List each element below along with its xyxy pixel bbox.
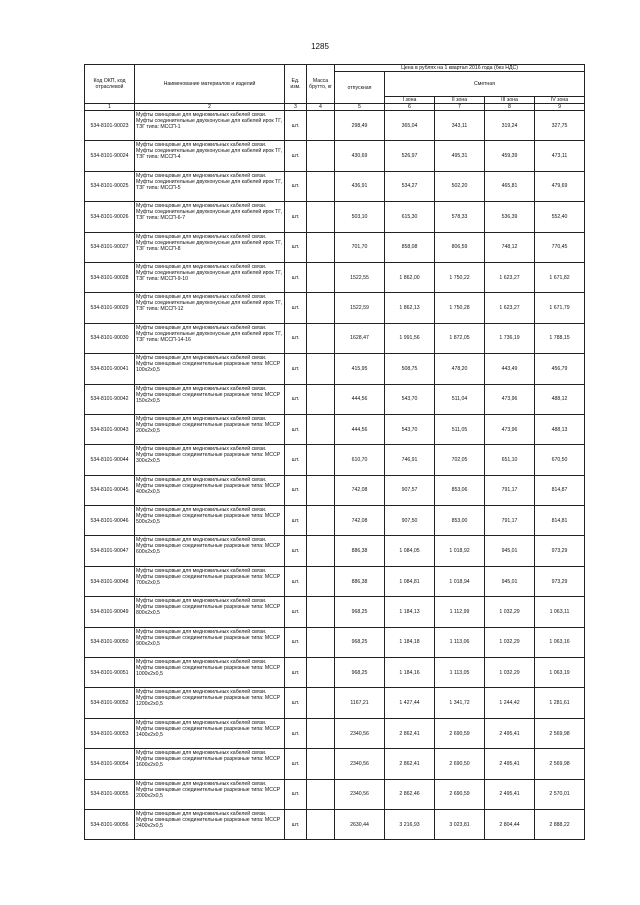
cell-name: Муфты свинцовые для медножильных кабелей связи. Муфты соединительные двухконусные для кабелей ирок ТГ, ТЗГ типа: МССП-6-7	[135, 202, 285, 232]
cell-name: Муфты свинцовые для медножильных кабелей связи. Муфты свинцовые соединительные разрезные типа: МССР 500x2x0,5	[135, 506, 285, 536]
cell-name: Муфты свинцовые для медножильных кабелей связи. Муфты соединительные двухконусные для кабелей ирок ТГ, ТЗГ типа: МССП-8	[135, 232, 285, 262]
cell-price: 968,25	[335, 627, 385, 657]
cell-price: 746,91	[385, 445, 435, 475]
cell-price: 343,11	[435, 111, 485, 141]
cell-unit: шт.	[285, 354, 307, 384]
cell-mass	[307, 475, 335, 505]
cell-code: 534-8101-90042	[85, 384, 135, 414]
cell-price: 444,56	[335, 414, 385, 444]
cell-price: 511,04	[435, 384, 485, 414]
cell-unit: шт.	[285, 627, 307, 657]
cell-price: 578,33	[435, 202, 485, 232]
cell-name: Муфты свинцовые для медножильных кабелей связи. Муфты свинцовые соединительные разрезные типа: МССР 2000x2x0,5	[135, 779, 285, 809]
cell-price: 1522,59	[335, 293, 385, 323]
cell-unit: шт.	[285, 566, 307, 596]
cell-price: 2630,44	[335, 809, 385, 839]
cell-mass	[307, 171, 335, 201]
cell-price: 415,95	[335, 354, 385, 384]
cell-price: 968,25	[335, 597, 385, 627]
cell-price: 436,91	[335, 171, 385, 201]
cell-price: 886,38	[335, 566, 385, 596]
cell-price: 1 184,18	[385, 627, 435, 657]
cell-price: 2 862,41	[385, 718, 435, 748]
cell-price: 503,10	[335, 202, 385, 232]
cell-unit: шт.	[285, 202, 307, 232]
cell-price: 1 750,22	[435, 262, 485, 292]
cell-price: 508,75	[385, 354, 435, 384]
cell-price: 748,12	[485, 232, 535, 262]
cell-price: 1 427,44	[385, 688, 435, 718]
table-row	[85, 597, 585, 627]
cell-unit: шт.	[285, 688, 307, 718]
cell-price: 858,08	[385, 232, 435, 262]
cell-unit: шт.	[285, 171, 307, 201]
cell-code: 534-8101-90053	[85, 718, 135, 748]
cell-price: 1 736,19	[485, 323, 535, 353]
cell-name: Муфты свинцовые для медножильных кабелей связи. Муфты соединительные двухконусные для кабелей ирок ТГ, ТЗГ типа: МССП-4	[135, 141, 285, 171]
cell-price: 1 872,05	[435, 323, 485, 353]
cell-unit: шт.	[285, 445, 307, 475]
cell-code: 534-8101-90043	[85, 414, 135, 444]
table-row	[85, 232, 585, 262]
col-number: 4	[307, 104, 335, 111]
cell-name: Муфты свинцовые для медножильных кабелей связи. Муфты соединительные двухконусные для кабелей ирок ТГ, ТЗГ типа: МССП-9-10	[135, 262, 285, 292]
cell-price: 886,38	[335, 536, 385, 566]
cell-price: 806,59	[435, 232, 485, 262]
cell-mass	[307, 627, 335, 657]
cell-name: Муфты свинцовые для медножильных кабелей связи. Муфты свинцовые соединительные разрезные типа: МССР 600x2x0,5	[135, 536, 285, 566]
cell-price: 907,50	[385, 506, 435, 536]
header-price-title: Цена в рублях на 1 квартал 2016 года (без НДС)	[335, 65, 585, 72]
cell-mass	[307, 718, 335, 748]
cell-unit: шт.	[285, 658, 307, 688]
cell-price: 526,97	[385, 141, 435, 171]
cell-price: 853,00	[435, 506, 485, 536]
table-row	[85, 323, 585, 353]
cell-price: 488,13	[535, 414, 585, 444]
cell-price: 1 032,29	[485, 597, 535, 627]
cell-price: 1 671,82	[535, 262, 585, 292]
cell-unit: шт.	[285, 506, 307, 536]
cell-price: 945,01	[485, 536, 535, 566]
cell-price: 534,27	[385, 171, 435, 201]
cell-price: 2 570,01	[535, 779, 585, 809]
table-row	[85, 718, 585, 748]
cell-price: 2 690,59	[435, 779, 485, 809]
table-row	[85, 262, 585, 292]
cell-price: 543,70	[385, 384, 435, 414]
cell-price: 365,04	[385, 111, 435, 141]
cell-mass	[307, 384, 335, 414]
cell-code: 534-8101-90052	[85, 688, 135, 718]
col-number: 5	[335, 104, 385, 111]
cell-unit: шт.	[285, 141, 307, 171]
cell-unit: шт.	[285, 232, 307, 262]
cell-code: 534-8101-90026	[85, 202, 135, 232]
cell-price: 1 623,27	[485, 262, 535, 292]
cell-name: Муфты свинцовые для медножильных кабелей связи. Муфты соединительные двухконусные для кабелей ирок ТГ, ТЗГ типа: МССП-12	[135, 293, 285, 323]
cell-price: 1 623,27	[485, 293, 535, 323]
cell-mass	[307, 658, 335, 688]
header-code: Код ОКП, код отраслевой	[85, 65, 135, 104]
cell-code: 534-8101-90041	[85, 354, 135, 384]
cell-price: 1628,47	[335, 323, 385, 353]
cell-price: 814,81	[535, 506, 585, 536]
cell-price: 459,39	[485, 141, 535, 171]
cell-price: 456,79	[535, 354, 585, 384]
cell-price: 1 991,56	[385, 323, 435, 353]
cell-price: 1 063,19	[535, 658, 585, 688]
cell-price: 1 063,16	[535, 627, 585, 657]
cell-price: 478,20	[435, 354, 485, 384]
header-zone-1: I зона	[385, 97, 435, 104]
cell-mass	[307, 232, 335, 262]
col-number: 2	[135, 104, 285, 111]
cell-mass	[307, 202, 335, 232]
cell-price: 511,05	[435, 414, 485, 444]
cell-code: 534-8101-90055	[85, 779, 135, 809]
cell-code: 534-8101-90049	[85, 597, 135, 627]
cell-mass	[307, 445, 335, 475]
cell-price: 465,81	[485, 171, 535, 201]
cell-price: 473,96	[485, 384, 535, 414]
cell-mass	[307, 749, 335, 779]
cell-mass	[307, 141, 335, 171]
cell-price: 2 495,41	[485, 749, 535, 779]
table-row	[85, 688, 585, 718]
cell-unit: шт.	[285, 597, 307, 627]
cell-name: Муфты свинцовые для медножильных кабелей связи. Муфты свинцовые соединительные разрезные типа: МССР 1000x2x0,5	[135, 658, 285, 688]
cell-price: 1 113,05	[435, 658, 485, 688]
cell-price: 610,70	[335, 445, 385, 475]
cell-unit: шт.	[285, 323, 307, 353]
cell-mass	[307, 779, 335, 809]
cell-price: 701,70	[335, 232, 385, 262]
cell-mass	[307, 536, 335, 566]
cell-code: 534-8101-90025	[85, 171, 135, 201]
cell-price: 1 032,29	[485, 658, 535, 688]
cell-code: 534-8101-90023	[85, 111, 135, 141]
cell-price: 495,31	[435, 141, 485, 171]
cell-code: 534-8101-90029	[85, 293, 135, 323]
cell-price: 973,29	[535, 536, 585, 566]
table-row	[85, 566, 585, 596]
cell-price: 488,12	[535, 384, 585, 414]
cell-mass	[307, 262, 335, 292]
cell-unit: шт.	[285, 718, 307, 748]
cell-price: 1 862,13	[385, 293, 435, 323]
cell-price: 2 804,44	[485, 809, 535, 839]
cell-price: 791,17	[485, 475, 535, 505]
cell-price: 443,49	[485, 354, 535, 384]
cell-name: Муфты свинцовые для медножильных кабелей связи. Муфты свинцовые соединительные разрезные типа: МССР 1400x2x0,5	[135, 718, 285, 748]
cell-price: 502,20	[435, 171, 485, 201]
price-table	[84, 64, 585, 840]
cell-price: 3 023,81	[435, 809, 485, 839]
cell-price: 2 862,46	[385, 779, 435, 809]
cell-price: 1 184,13	[385, 597, 435, 627]
cell-price: 945,01	[485, 566, 535, 596]
cell-price: 907,57	[385, 475, 435, 505]
cell-price: 3 216,93	[385, 809, 435, 839]
col-number: 8	[485, 104, 535, 111]
cell-price: 2 495,41	[485, 718, 535, 748]
cell-code: 534-8101-90028	[85, 262, 135, 292]
cell-price: 1 032,29	[485, 627, 535, 657]
cell-name: Муфты свинцовые для медножильных кабелей связи. Муфты соединительные двухконусные для кабелей ирок ТГ, ТЗГ типа: МССП-14-16	[135, 323, 285, 353]
col-number: 1	[85, 104, 135, 111]
cell-unit: шт.	[285, 779, 307, 809]
table-row	[85, 202, 585, 232]
cell-price: 1 084,05	[385, 536, 435, 566]
cell-name: Муфты свинцовые для медножильных кабелей связи. Муфты свинцовые соединительные разрезные типа: МССР 1600x2x0,5	[135, 749, 285, 779]
cell-price: 430,69	[335, 141, 385, 171]
cell-mass	[307, 111, 335, 141]
cell-name: Муфты свинцовые для медножильных кабелей связи. Муфты соединительные двухконусные для кабелей ирок ТГ, ТЗГ типа: МССП-5	[135, 171, 285, 201]
table-row	[85, 384, 585, 414]
cell-price: 2340,56	[335, 718, 385, 748]
cell-code: 534-8101-90027	[85, 232, 135, 262]
table-row	[85, 749, 585, 779]
cell-price: 1 018,92	[435, 536, 485, 566]
cell-name: Муфты свинцовые для медножильных кабелей связи. Муфты свинцовые соединительные разрезные типа: МССР 900x2x0,5	[135, 627, 285, 657]
table-row	[85, 536, 585, 566]
cell-unit: шт.	[285, 111, 307, 141]
header-mass: Масса брутто, кг	[307, 65, 335, 104]
cell-price: 2 495,41	[485, 779, 535, 809]
cell-price: 651,10	[485, 445, 535, 475]
cell-code: 534-8101-90046	[85, 506, 135, 536]
cell-price: 2 569,98	[535, 718, 585, 748]
cell-unit: шт.	[285, 475, 307, 505]
cell-price: 1 113,06	[435, 627, 485, 657]
cell-price: 670,50	[535, 445, 585, 475]
table-row	[85, 627, 585, 657]
cell-name: Муфты свинцовые для медножильных кабелей связи. Муфты соединительные двухконусные для кабелей ирок ТГ, ТЗГ типа: МССП-1	[135, 111, 285, 141]
cell-mass	[307, 506, 335, 536]
cell-price: 1 244,42	[485, 688, 535, 718]
cell-mass	[307, 597, 335, 627]
cell-price: 814,87	[535, 475, 585, 505]
cell-price: 473,96	[485, 414, 535, 444]
table-row	[85, 111, 585, 141]
cell-code: 534-8101-90051	[85, 658, 135, 688]
cell-price: 1167,21	[335, 688, 385, 718]
col-number: 9	[535, 104, 585, 111]
cell-price: 536,39	[485, 202, 535, 232]
cell-price: 2340,56	[335, 779, 385, 809]
cell-code: 534-8101-90024	[85, 141, 135, 171]
cell-unit: шт.	[285, 262, 307, 292]
cell-unit: шт.	[285, 536, 307, 566]
cell-price: 1 112,99	[435, 597, 485, 627]
cell-code: 534-8101-90056	[85, 809, 135, 839]
cell-mass	[307, 414, 335, 444]
table-row	[85, 475, 585, 505]
cell-price: 1 788,15	[535, 323, 585, 353]
table-row	[85, 779, 585, 809]
cell-price: 2340,56	[335, 749, 385, 779]
cell-price: 327,75	[535, 111, 585, 141]
header-zone-2: II зона	[435, 97, 485, 104]
header-estimate: Сметная	[385, 72, 585, 97]
col-number: 3	[285, 104, 307, 111]
cell-price: 1 671,79	[535, 293, 585, 323]
col-number: 7	[435, 104, 485, 111]
cell-price: 444,56	[335, 384, 385, 414]
cell-price: 2 569,98	[535, 749, 585, 779]
cell-code: 534-8101-90050	[85, 627, 135, 657]
cell-price: 973,29	[535, 566, 585, 596]
cell-name: Муфты свинцовые для медножильных кабелей связи. Муфты свинцовые соединительные разрезные типа: МССР 150x2x0,5	[135, 384, 285, 414]
cell-code: 534-8101-90047	[85, 536, 135, 566]
cell-mass	[307, 809, 335, 839]
cell-name: Муфты свинцовые для медножильных кабелей связи. Муфты свинцовые соединительные разрезные типа: МССР 800x2x0,5	[135, 597, 285, 627]
cell-name: Муфты свинцовые для медножильных кабелей связи. Муфты свинцовые соединительные разрезные типа: МССР 2400x2x0,5	[135, 809, 285, 839]
cell-price: 1 084,81	[385, 566, 435, 596]
cell-price: 2 690,59	[435, 718, 485, 748]
header-zone-3: III зона	[485, 97, 535, 104]
cell-price: 968,25	[335, 658, 385, 688]
cell-price: 473,11	[535, 141, 585, 171]
cell-price: 1522,55	[335, 262, 385, 292]
cell-name: Муфты свинцовые для медножильных кабелей связи. Муфты свинцовые соединительные разрезные типа: МССР 1200x2x0,5	[135, 688, 285, 718]
cell-name: Муфты свинцовые для медножильных кабелей связи. Муфты свинцовые соединительные разрезные типа: МССР 200x2x0,5	[135, 414, 285, 444]
table-row	[85, 506, 585, 536]
cell-price: 479,69	[535, 171, 585, 201]
cell-price: 702,05	[435, 445, 485, 475]
col-number: 6	[385, 104, 435, 111]
cell-price: 1 018,94	[435, 566, 485, 596]
cell-price: 853,06	[435, 475, 485, 505]
header-release: отпускная	[335, 72, 385, 104]
table-row	[85, 141, 585, 171]
header-name: Наименование материалов и изделий	[135, 65, 285, 104]
cell-mass	[307, 566, 335, 596]
cell-unit: шт.	[285, 414, 307, 444]
cell-mass	[307, 293, 335, 323]
cell-name: Муфты свинцовые для медножильных кабелей связи. Муфты свинцовые соединительные разрезные типа: МССР 400x2x0,5	[135, 475, 285, 505]
cell-code: 534-8101-90045	[85, 475, 135, 505]
cell-mass	[307, 688, 335, 718]
cell-mass	[307, 354, 335, 384]
cell-name: Муфты свинцовые для медножильных кабелей связи. Муфты свинцовые соединительные разрезные типа: МССР 700x2x0,5	[135, 566, 285, 596]
cell-price: 791,17	[485, 506, 535, 536]
cell-price: 2 862,41	[385, 749, 435, 779]
table-row	[85, 809, 585, 839]
cell-price: 319,24	[485, 111, 535, 141]
cell-price: 1 063,11	[535, 597, 585, 627]
table-row	[85, 171, 585, 201]
cell-price: 770,45	[535, 232, 585, 262]
table-row	[85, 293, 585, 323]
cell-price: 1 281,61	[535, 688, 585, 718]
header-zone-4: IV зона	[535, 97, 585, 104]
cell-unit: шт.	[285, 384, 307, 414]
cell-price: 2 888,22	[535, 809, 585, 839]
cell-price: 298,49	[335, 111, 385, 141]
cell-unit: шт.	[285, 809, 307, 839]
cell-code: 534-8101-90054	[85, 749, 135, 779]
cell-code: 534-8101-90048	[85, 566, 135, 596]
cell-price: 742,08	[335, 506, 385, 536]
page-number: 1285	[311, 42, 329, 51]
cell-mass	[307, 323, 335, 353]
cell-price: 543,70	[385, 414, 435, 444]
header-unit: Ед. изм.	[285, 65, 307, 104]
cell-price: 2 690,50	[435, 749, 485, 779]
cell-price: 1 750,28	[435, 293, 485, 323]
cell-unit: шт.	[285, 749, 307, 779]
cell-price: 1 862,00	[385, 262, 435, 292]
table-row	[85, 354, 585, 384]
cell-price: 1 184,16	[385, 658, 435, 688]
table-row	[85, 414, 585, 444]
cell-price: 552,40	[535, 202, 585, 232]
table-row	[85, 445, 585, 475]
cell-name: Муфты свинцовые для медножильных кабелей связи. Муфты свинцовые соединительные разрезные типа: МССР 300x2x0,5	[135, 445, 285, 475]
cell-price: 615,30	[385, 202, 435, 232]
cell-code: 534-8101-90044	[85, 445, 135, 475]
table-row	[85, 658, 585, 688]
cell-name: Муфты свинцовые для медножильных кабелей связи. Муфты свинцовые соединительные разрезные типа: МССР 100x2x0,5	[135, 354, 285, 384]
cell-code: 534-8101-90030	[85, 323, 135, 353]
cell-price: 1 341,72	[435, 688, 485, 718]
cell-unit: шт.	[285, 293, 307, 323]
cell-price: 742,08	[335, 475, 385, 505]
